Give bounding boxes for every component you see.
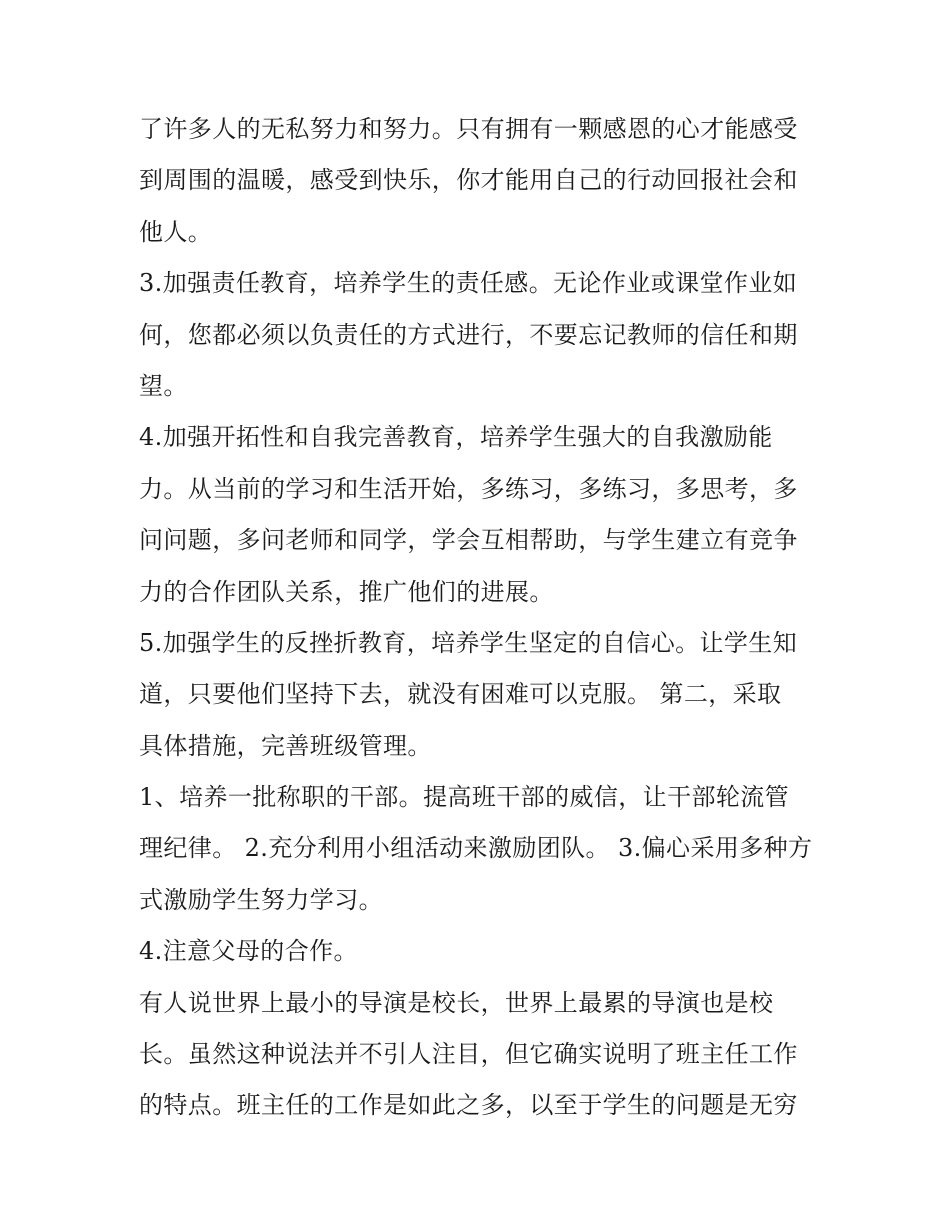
text-line: 具体措施，完善班级管理。 [139, 731, 432, 760]
text-line: 5.加强学生的反挫折教育，培养学生坚定的自信心。让学生知 [139, 628, 798, 657]
document-body [139, 104, 819, 1132]
text-line: 的特点。班主任的工作是如此之多，以至于学生的问题是无穷 [139, 1091, 798, 1120]
text-line: 他人。 [139, 217, 213, 246]
text-line: 1、培养一批称职的干部。提高班干部的威信，让干部轮流管 [139, 783, 790, 812]
text-line: 式激励学生努力学习。 [139, 885, 383, 914]
text-line: 道，只要他们坚持下去，就没有困难可以克服。 第二，采取 [139, 680, 782, 709]
text-line: 3.加强责任教育，培养学生的责任感。无论作业或课堂作业如 [139, 269, 798, 298]
text-line: 了许多人的无私努力和努力。只有拥有一颗感恩的心才能感受 [139, 115, 798, 143]
text-line: 理纪律。 2.充分利用小组活动来激励团队。 3.偏心采用多种方 [139, 834, 813, 863]
text-line: 望。 [139, 371, 188, 400]
text-line: 何，您都必须以负责任的方式进行，不要忘记教师的信任和期 [139, 320, 798, 349]
text-line: 4.注意父母的合作。 [139, 937, 358, 966]
text-line: 4.加强开拓性和自我完善教育，培养学生强大的自我激励能 [139, 423, 773, 452]
text-line: 有人说世界上最小的导演是校长，世界上最累的导演也是校 [139, 988, 774, 1017]
text-line: 到周围的温暖，感受到快乐，你才能用自己的行动回报社会和 [139, 166, 798, 195]
text-line: 问问题，多问老师和同学，学会互相帮助，与学生建立有竞争 [139, 526, 798, 555]
text-line: 长。虽然这种说法并不引人注目，但它确实说明了班主任工作 [139, 1040, 798, 1069]
text-line: 力的合作团队关系，推广他们的进展。 [139, 577, 554, 606]
text-line: 力。从当前的学习和生活开始，多练习，多练习，多思考，多 [139, 474, 798, 503]
